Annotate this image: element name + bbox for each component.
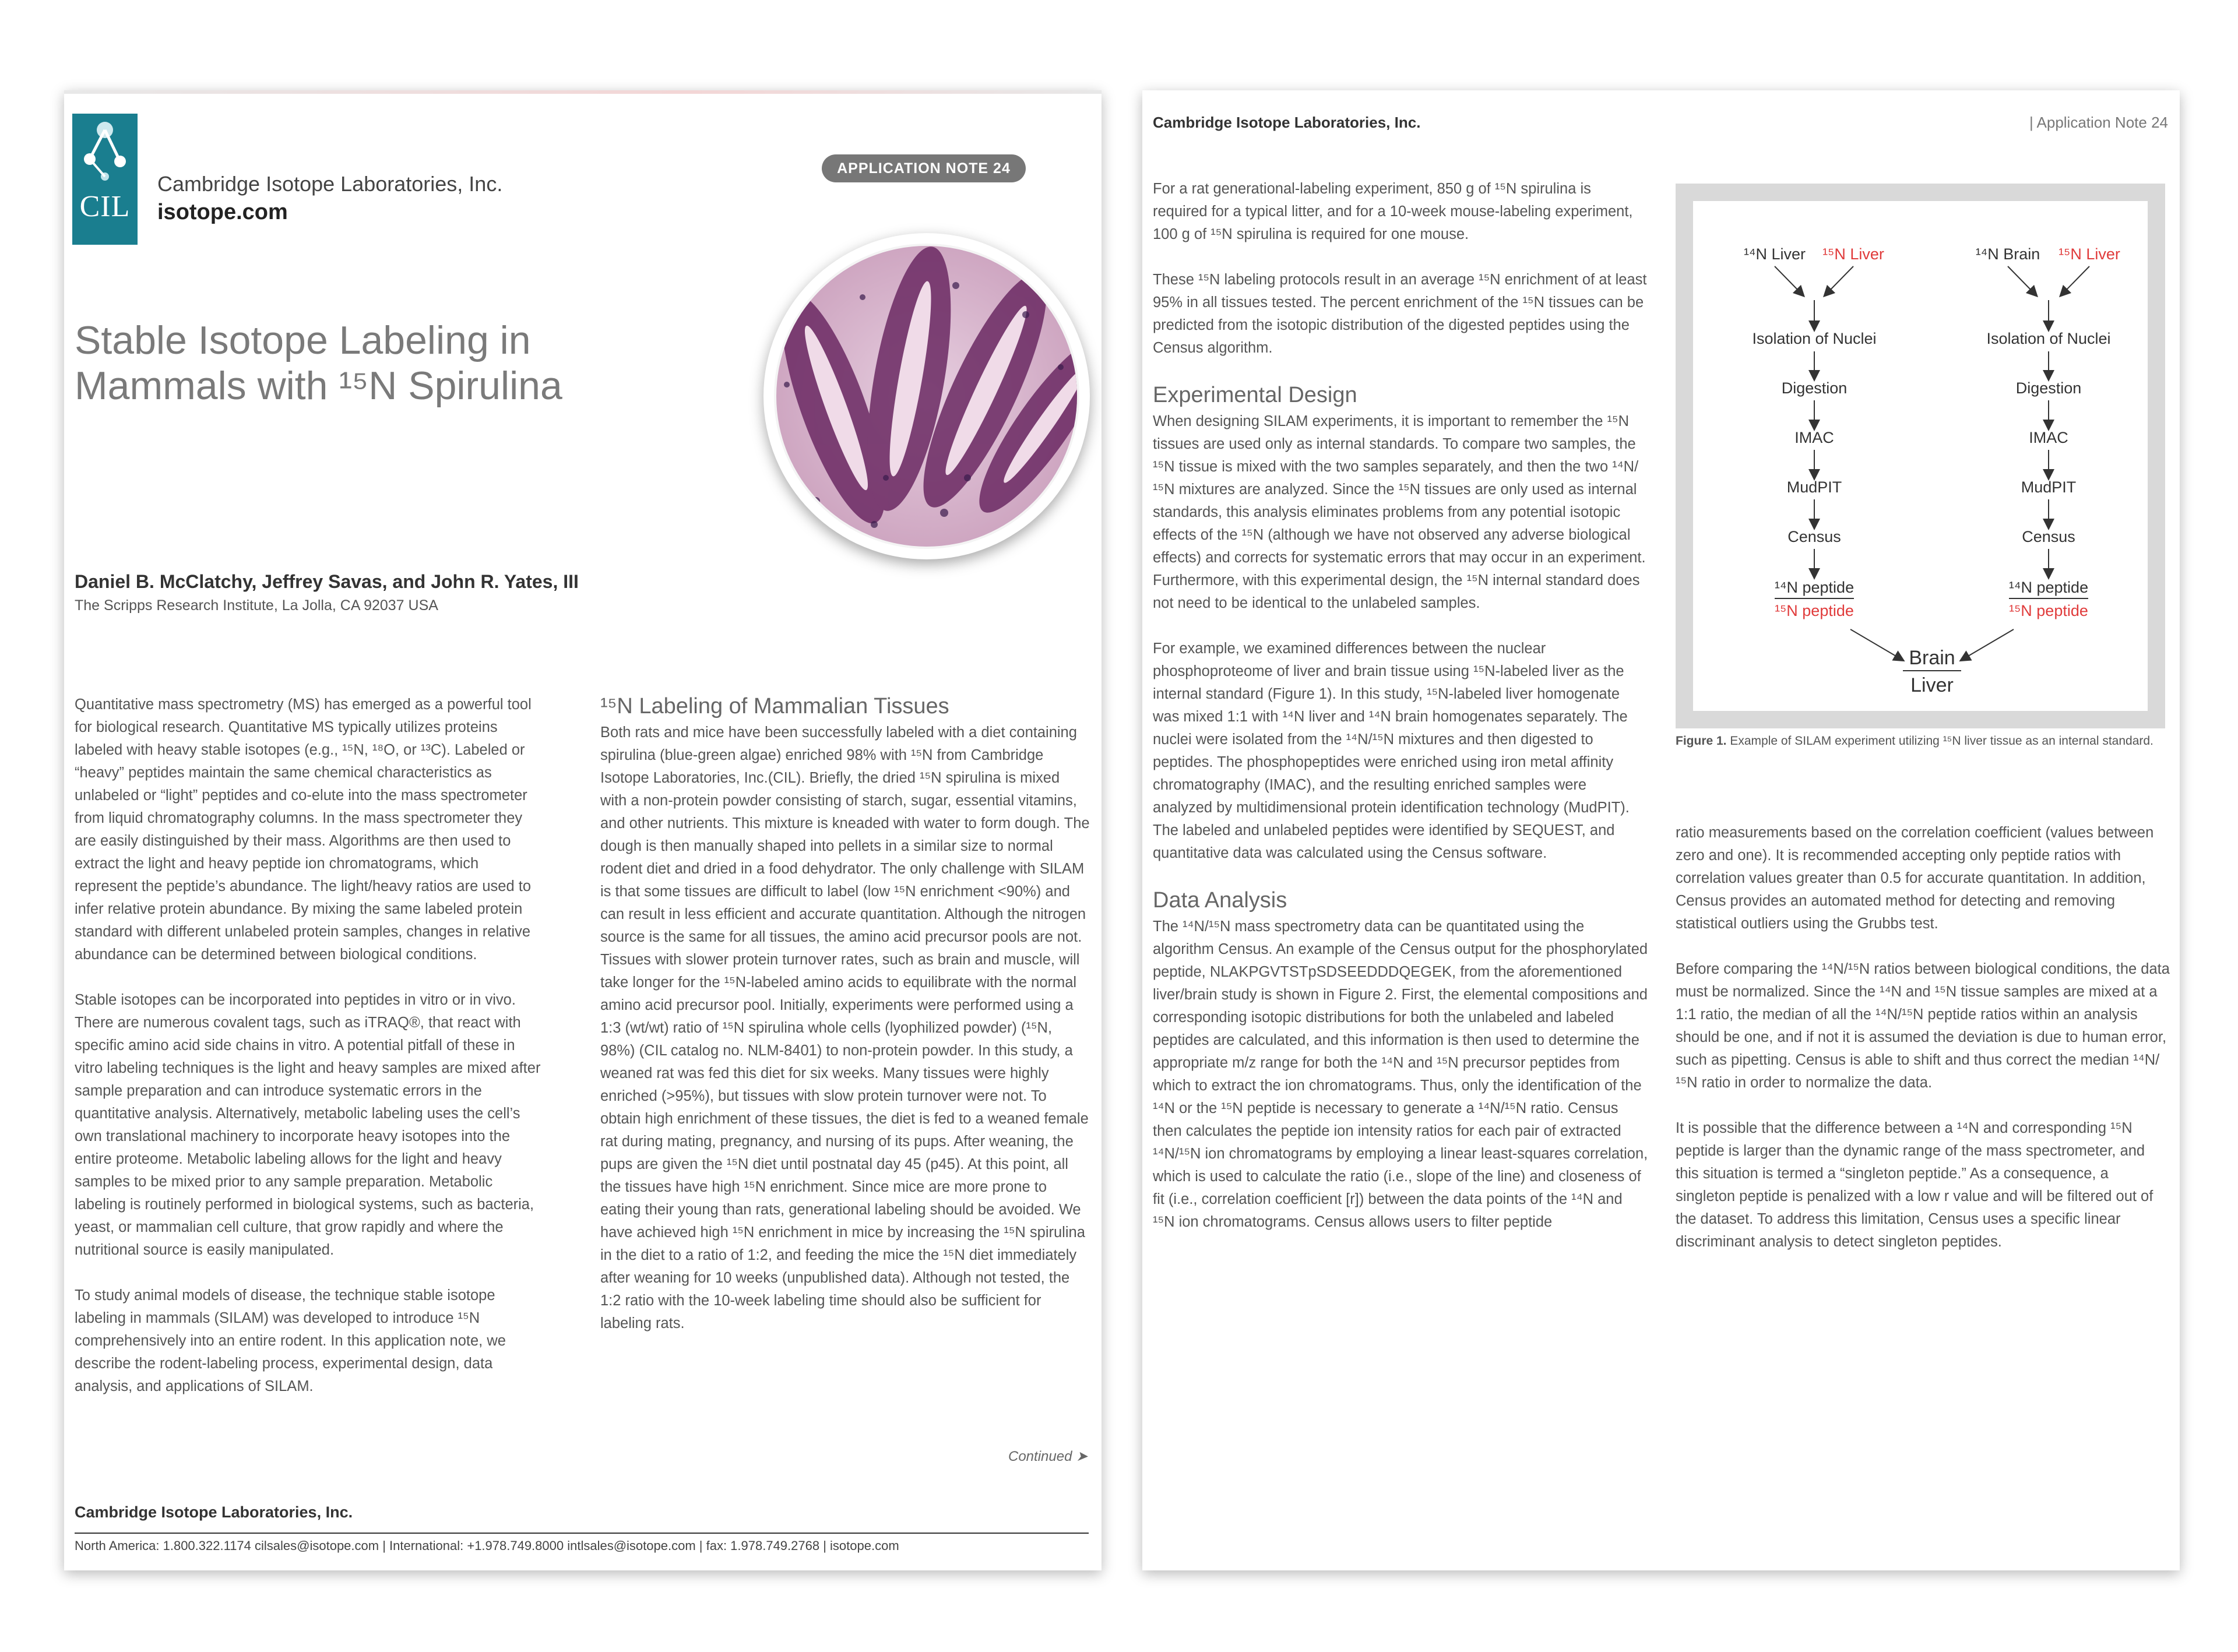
right-input-14n: ¹⁴N Brain — [1975, 245, 2040, 263]
caption-label: Figure 1. — [1676, 734, 1727, 748]
paragraph: Before comparing the ¹⁴N/¹⁵N ratios between biological conditions, the data must be normalized. Since the ¹⁴N and ¹⁵N tissue samples are mixed at a 1:1 ratio, the median of all the ¹⁴N/¹⁵N peptide ratios within an analysis should be one, and if not it is assumed the deviation is due to human error, such as pipetting. Census is able to shift and thus correct the median ¹⁴N/¹⁵N ratio in order to normalize the data. — [1676, 961, 2170, 1091]
section-heading: ¹⁵N Labeling of Mammalian Tissues — [600, 694, 949, 718]
page1-left-column — [75, 693, 541, 1421]
continued-link[interactable]: Continued ➤ — [1008, 1449, 1088, 1464]
caption-text: Example of SILAM experiment utilizing ¹⁵N liver tissue as an internal standard. — [1726, 734, 2153, 748]
page2-left-column — [1153, 178, 1648, 1256]
left-pep-15n: ¹⁵N peptide — [1775, 602, 1854, 619]
paragraph: For a rat generational-labeling experiment, 850 g of ¹⁵N spirulina is required for a typical litter, and for a 10-week mouse-labeling experiment, 100 g of ¹⁵N spirulina is required for one mouse. — [1153, 181, 1633, 242]
company-name: Cambridge Isotope Laboratories, Inc. — [157, 172, 503, 196]
footer-company: Cambridge Isotope Laboratories, Inc. — [75, 1503, 353, 1521]
left-pep-14n: ¹⁴N peptide — [1774, 579, 1855, 596]
footer-divider — [75, 1533, 1089, 1534]
top-strip — [64, 90, 1102, 94]
paragraph: When designing SILAM experiments, it is important to remember the ¹⁵N tissues are used only as internal standards. To compare two samples, the ¹⁵N tissue is mixed with the two samples separately, and then the two ¹⁴N/¹⁵N mixtures are analyzed. Since the ¹⁵N tissues are only used as internal standards, this analysis eliminates problems from any potential isotopic effects of the ¹⁵N (although we have not observed any adverse biological effects) and corrects for systematic errors that may occur in an experiment. Furthermore, with this experimental design, the ¹⁵N internal standard does not need to be identical to the unlabeled samples. — [1153, 413, 1646, 611]
left-step-imac: IMAC — [1794, 429, 1834, 446]
page-header-note: | Application Note 24 — [2029, 114, 2168, 131]
right-step-imac: IMAC — [2029, 429, 2068, 446]
figure-1-diagram — [1693, 201, 2148, 711]
paragraph: Stable isotopes can be incorporated into peptides in vitro or in vivo. There are numerous covalent tags, such as iTRAQ®, that react with specific amino acid side chains in vitro. A potential pitfall of these in vitro labeling techniques is the light and heavy samples are mixed after sample preparation and can introduce systematic errors in the quantitative analysis. Alternatively, metabolic labeling uses the cell’s own translational machinery to incorporate heavy isotopes into the entire proteome. Metabolic labeling allows for the light and heavy samples to be mixed prior to any sample preparation. Metabolic labeling is routinely performed in biological systems, such as bacteria, yeast, or mammalian cell culture, that grow rapidly and where the nutritional source is easily manipulated. — [75, 992, 541, 1258]
paragraph: To study animal models of disease, the technique stable isotope labeling in mammals (SILAM) was developed to introduce ¹⁵N comprehensively into an entire rodent. In this application note, we describe the rodent-labeling process, experimental design, data analysis, and applications of SILAM. — [75, 1287, 506, 1394]
page2-right-column — [1676, 822, 2171, 1276]
figure-1-caption — [1676, 734, 2177, 748]
cil-logo — [72, 114, 138, 245]
right-step-mudpit: MudPIT — [2021, 478, 2077, 496]
affiliation: The Scripps Research Institute, La Jolla, CA 92037 USA — [75, 597, 438, 614]
page-1 — [64, 90, 1102, 1570]
page-header-company: Cambridge Isotope Laboratories, Inc. — [1153, 114, 1421, 131]
right-pep-15n: ¹⁵N peptide — [2009, 602, 2088, 619]
right-pep-14n: ¹⁴N peptide — [2008, 579, 2089, 596]
page-2 — [1142, 90, 2180, 1570]
title-line-1: Stable Isotope Labeling in — [75, 318, 531, 362]
authors: Daniel B. McClatchy, Jeffrey Savas, and John R. Yates, III — [75, 571, 579, 592]
molecule-icon — [72, 114, 138, 189]
result-brain: Brain — [1909, 647, 1955, 669]
application-note-badge: APPLICATION NOTE 24 — [822, 154, 1026, 182]
paragraph: It is possible that the difference between a ¹⁴N and corresponding ¹⁵N peptide is larger than the dynamic range of the mass spectrometer, and this situation is termed a “singleton peptide.” As a consequence, a singleton peptide is penalized with a low r value and will be filtered out of the dataset. To address this limitation, Census uses a specific linear discriminant analysis to detect singleton peptides. — [1676, 1120, 2153, 1250]
right-step-digestion: Digestion — [2015, 379, 2082, 397]
left-step-mudpit: MudPIT — [1786, 478, 1842, 496]
footer-contact: North America: 1.800.322.1174 cilsales@isotope.com | International: +1.978.749.8000 intlsales@isotope.com | fax: 1.978.749.2768 | isotope.com — [75, 1538, 899, 1553]
left-step-census: Census — [1787, 528, 1841, 545]
left-step-nuclei: Isolation of Nuclei — [1752, 330, 1877, 347]
article-title — [75, 318, 562, 408]
right-step-census: Census — [2022, 528, 2075, 545]
company-website: isotope.com — [157, 200, 288, 224]
paragraph: The ¹⁴N/¹⁵N mass spectrometry data can be quantitated using the algorithm Census. An example of the Census output for the phosphorylated peptide, NLAKPGVTSTpSDSEEDDDQEGEK, from the aforementioned liver/brain study is shown in Figure 2. First, the elemental compositions and corresponding isotopic distributions for both the unlabeled and labeled peptides are calculated, and this information is then used to determine the appropriate m/z range for both the ¹⁴N and ¹⁵N precursor peptides from which to extract the ion chromatograms. Thus, only the identification of the ¹⁴N or the ¹⁵N peptide is necessary to generate a ¹⁴N/¹⁵N ratio. Census then calculates the peptide ion intensity ratios for each pair of extracted ¹⁴N/¹⁵N ion chromatograms by employing a linear least-squares correlation, which is used to calculate the ratio (i.e., slope of the line) and closeness of fit (i.e., correlation coefficient [r]) between the data points of the ¹⁴N and ¹⁵N ion chromatograms. Census allows users to filter peptide — [1153, 918, 1648, 1230]
paragraph: These ¹⁵N labeling protocols result in an average ¹⁵N enrichment of at least 95% in all tissues tested. The percent enrichment of the ¹⁵N tissues can be predicted from the isotopic distribution of the digested peptides using the Census algorithm. — [1153, 272, 1647, 356]
left-step-digestion: Digestion — [1781, 379, 1848, 397]
left-input-15n: ¹⁵N Liver — [1822, 245, 1884, 263]
result-liver: Liver — [1910, 674, 1954, 696]
micrograph-image — [763, 233, 1090, 559]
left-input-14n: ¹⁴N Liver — [1743, 245, 1806, 263]
right-input-15n: ¹⁵N Liver — [2058, 245, 2120, 263]
right-step-nuclei: Isolation of Nuclei — [1986, 330, 2111, 347]
paragraph: For example, we examined differences between the nuclear phosphoproteome of liver and brain tissue using ¹⁵N-labeled liver as the internal standard (Figure 1). In this study, ¹⁵N-labeled liver homogenate was mixed 1:1 with ¹⁴N liver and ¹⁴N brain homogenates separately. The nuclei were isolated from the ¹⁴N/¹⁵N mixtures and then digested to peptides. The phosphopeptides were enriched using iron metal affinity chromatography (IMAC), and the resulting enriched samples were analyzed by multidimensional protein identification technology (MudPIT). The labeled and unlabeled peptides were identified by SEQUEST, and quantitative data was calculated using the Census software. — [1153, 640, 1630, 861]
paragraph: ratio measurements based on the correlation coefficient (values between zero and one). It is recommended accepting only peptide ratios with correlation values greater than 0.5 for accurate quantitation. In addition, Census provides an automated method for detecting and removing statistical outliers using the Grubbs test. — [1676, 825, 2154, 932]
paragraph: Both rats and mice have been successfully labeled with a diet containing spirulina (blue-green algae) enriched 98% with ¹⁵N from Cambridge Isotope Laboratories, Inc.(CIL). Briefly, the dried ¹⁵N spirulina is mixed with a non-protein powder consisting of starch, sugar, essential vitamins, and other nutrients. This mixture is kneaded with water to form dough. The dough is then manually shaped into pellets in a similar size to normal rodent diet and dried in a food dehydrator. The only challenge with SILAM is that some tissues are difficult to label (low ¹⁵N enrichment <90%) and can result in less efficient and accurate quantitation. Although the nitrogen source is the same for all tissues, the amino acid precursor pools are not. Tissues with slower protein turnover rates, such as brain and muscle, will take longer for the ¹⁵N-labeled amino acids to equilibrate with the normal amino acid precursor pool. Initially, experiments were performed using a 1:3 (wt/wt) ratio of ¹⁵N spirulina whole cells (lyophilized powder) (¹⁵N, 98%) (CIL catalog no. NLM-8401) to non-protein powder. In this study, a weaned rat was fed this diet for six weeks. Many tissues were highly enriched (>95%), but tissues with slow protein turnover were not. To obtain high enrichment of these tissues, the diet is fed to a weaned female rat during mating, pregnancy, and nursing of its pups. After weaning, the pups are given the ¹⁵N diet until postnatal day 45 (p45). At this point, all the tissues have high ¹⁵N enrichment. Since mice are more prone to eating their young than rats, generational labeling should be avoided. We have achieved high ¹⁵N enrichment in mice by increasing the ¹⁵N spirulina in the diet to a ratio of 1:2, and feeding the mice the ¹⁵N diet immediately after weaning for 10 weeks (unpublished data). Although not tested, the 1:2 ratio with the 10-week labeling time should also be sufficient for labeling rats. — [600, 724, 1090, 1332]
section-heading-analysis: Data Analysis — [1153, 888, 1287, 913]
section-heading-design: Experimental Design — [1153, 383, 1357, 407]
page1-right-column — [600, 693, 1090, 1358]
logo-text: CIL — [79, 190, 131, 223]
paragraph: Quantitative mass spectrometry (MS) has emerged as a powerful tool for biological research. Quantitative MS typically utilizes proteins labeled with heavy stable isotopes (e.g., ¹⁵N, ¹⁸O, or ¹³C). Labeled or “heavy” peptides maintain the same chemical characteristics as unlabeled or “light” peptides and co-elute into the mass spectrometer from liquid chromatography columns. In the mass spectrometer they are easily distinguished by their mass. Algorithms are then used to extract the light and heavy peptide ion chromatograms, which represent the peptide’s abundance. The light/heavy ratios are used to infer relative protein abundance. By mixing the same labeled protein standard with different unlabeled protein samples, changes in relative abundance can be determined between biological conditions. — [75, 696, 532, 963]
figure-1 — [1676, 184, 2165, 728]
title-line-2: Mammals with ¹⁵N Spirulina — [75, 364, 562, 408]
